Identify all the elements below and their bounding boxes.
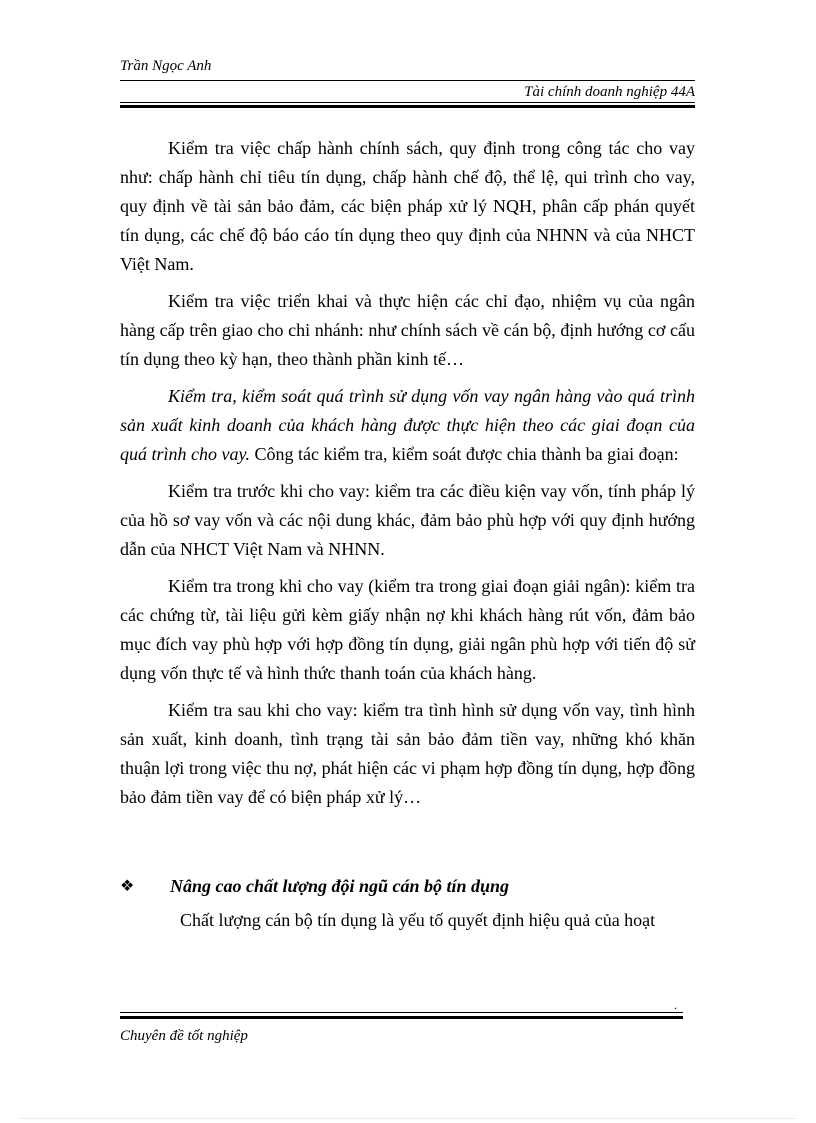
paragraph: Kiểm tra việc triển khai và thực hiện các chỉ đạo, nhiệm vụ của ngân hàng cấp trên giao cho chi nhánh: như chính sách về cán bộ, định hướng cơ cấu tín dụng theo kỳ hạn, theo thành phần kinh tế… xyxy=(120,291,695,369)
body-text xyxy=(120,134,695,820)
header-rule-thick xyxy=(120,105,695,108)
footer-rule-thin xyxy=(120,1012,683,1013)
paragraph: Kiểm tra sau khi cho vay: kiểm tra tình hình sử dụng vốn vay, tình hình sản xuất, kinh doanh, tình trạng tài sản bảo đảm tiền vay, những khó khăn thuận lợi trong việc thu nợ, phát hiện các vi phạm hợp đồng tín dụng, hợp đồng bảo đảm tiền vay để có biện pháp xử lý… xyxy=(120,700,695,807)
footer-mark: . xyxy=(674,998,677,1012)
header-rule-top xyxy=(120,80,695,81)
paragraph: Kiểm tra việc chấp hành chính sách, quy định trong công tác cho vay như: chấp hành chỉ tiêu tín dụng, chấp hành chế độ, thể lệ, qui trình cho vay, quy định về tài sản bảo đảm, các biện pháp xử lý NQH, phân cấp phán quyết tín dụng, các chế độ báo cáo tín dụng theo quy định của NHNN và của NHCT Việt Nam. xyxy=(120,138,695,274)
header-author: Trần Ngọc Anh xyxy=(120,58,212,74)
italic-phrase: Kiểm tra, kiểm soát quá trình sử dụng vốn vay ngân hàng vào quá trình sản xuất kinh doanh của khách hàng được thực hiện theo các giai đoạn của quá trình cho vay. xyxy=(120,386,695,464)
normal-phrase: Công tác kiểm tra, kiểm soát được chia thành ba giai đoạn: xyxy=(249,444,679,464)
paragraph-mixed xyxy=(120,382,695,469)
page-edge-dots xyxy=(20,1118,796,1119)
paragraph: Kiểm tra trước khi cho vay: kiểm tra các điều kiện vay vốn, tính pháp lý của hồ sơ vay vốn và các nội dung khác, đảm bảo phù hợp với quy định hướng dẫn của NHCT Việt Nam và NHNN. xyxy=(120,481,695,559)
header-department: Tài chính doanh nghiệp 44A xyxy=(524,84,695,100)
footer-rule-thick xyxy=(120,1016,683,1019)
header-rule-thin xyxy=(120,102,695,103)
paragraph: Kiểm tra trong khi cho vay (kiểm tra trong giai đoạn giải ngân): kiểm tra các chứng từ, tài liệu gửi kèm giấy nhận nợ khi khách hàng rút vốn, đảm bảo mục đích vay phù hợp với hợp đồng tín dụng, giải ngân phù hợp với tiến độ sử dụng vốn thực tế và hình thức thanh toán của khách hàng. xyxy=(120,576,695,683)
diamond-bullet-icon: ❖ xyxy=(120,878,135,895)
paragraph-start: Chất lượng cán bộ tín dụng là yếu tố quyết định hiệu quả của hoạt xyxy=(180,910,656,930)
section-title: Nâng cao chất lượng đội ngũ cán bộ tín dụng xyxy=(170,876,510,896)
footer-text: Chuyên đề tốt nghiệp xyxy=(120,1028,248,1044)
